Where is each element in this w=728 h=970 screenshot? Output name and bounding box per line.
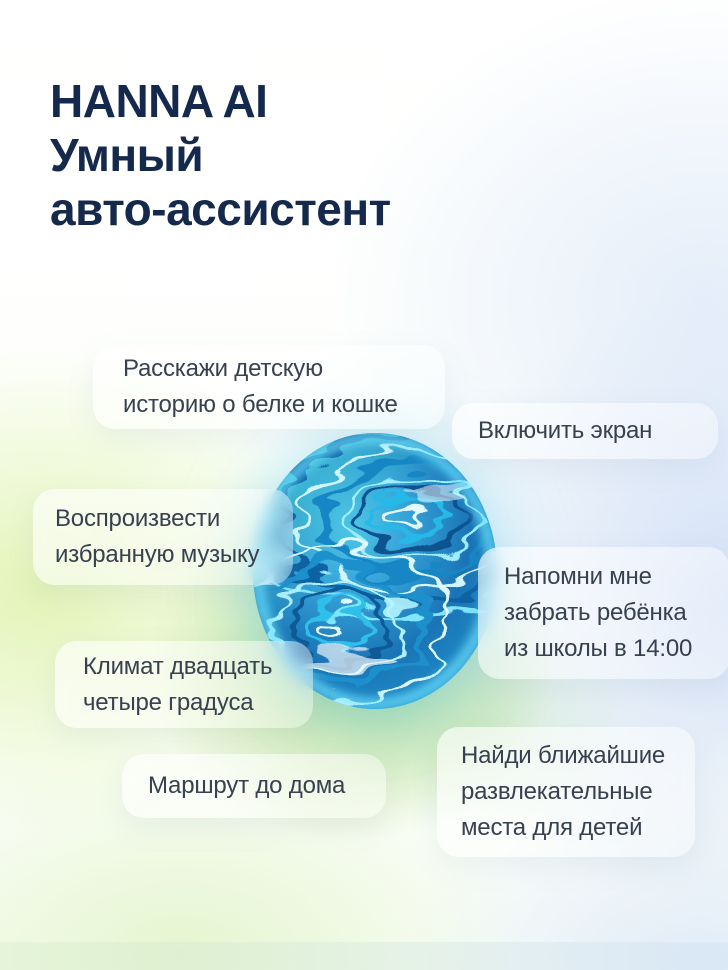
voice-command-text: Маршрут до дома bbox=[148, 772, 346, 799]
voice-command-text: Напомни мне bbox=[504, 563, 652, 590]
voice-command-text: избранную музыку bbox=[55, 541, 260, 568]
voice-command-bubble-screen bbox=[452, 403, 718, 459]
voice-command-text: Найди ближайшие bbox=[461, 742, 666, 769]
brand-title: HANNA AI bbox=[50, 75, 268, 127]
voice-command-text: Воспроизвести bbox=[55, 505, 221, 532]
subtitle-line-1: Умный bbox=[50, 129, 204, 181]
voice-command-text: Расскажи детскую bbox=[123, 355, 323, 382]
voice-command-text: Климат двадцать bbox=[83, 652, 273, 680]
bottom-gradient-band bbox=[0, 942, 728, 970]
voice-command-text: из школы в 14:00 bbox=[504, 635, 693, 662]
voice-command-text: четыре градуса bbox=[83, 688, 254, 716]
subtitle-line-2: авто-ассистент bbox=[50, 183, 391, 235]
voice-command-text: забрать ребёнка bbox=[504, 599, 687, 626]
voice-command-text: развлекательные bbox=[461, 778, 653, 805]
voice-command-bubble-story bbox=[93, 345, 445, 429]
voice-command-text: Включить экран bbox=[478, 417, 653, 444]
voice-command-bubble-climate bbox=[55, 641, 313, 728]
voice-command-bubble-music bbox=[33, 489, 293, 585]
voice-command-text: историю о белке и кошке bbox=[123, 391, 398, 418]
voice-command-text: места для детей bbox=[461, 814, 643, 841]
voice-command-bubble-reminder bbox=[478, 547, 728, 679]
voice-command-bubble-route bbox=[122, 754, 386, 818]
voice-command-bubble-places bbox=[437, 727, 695, 857]
page-title bbox=[50, 74, 391, 236]
